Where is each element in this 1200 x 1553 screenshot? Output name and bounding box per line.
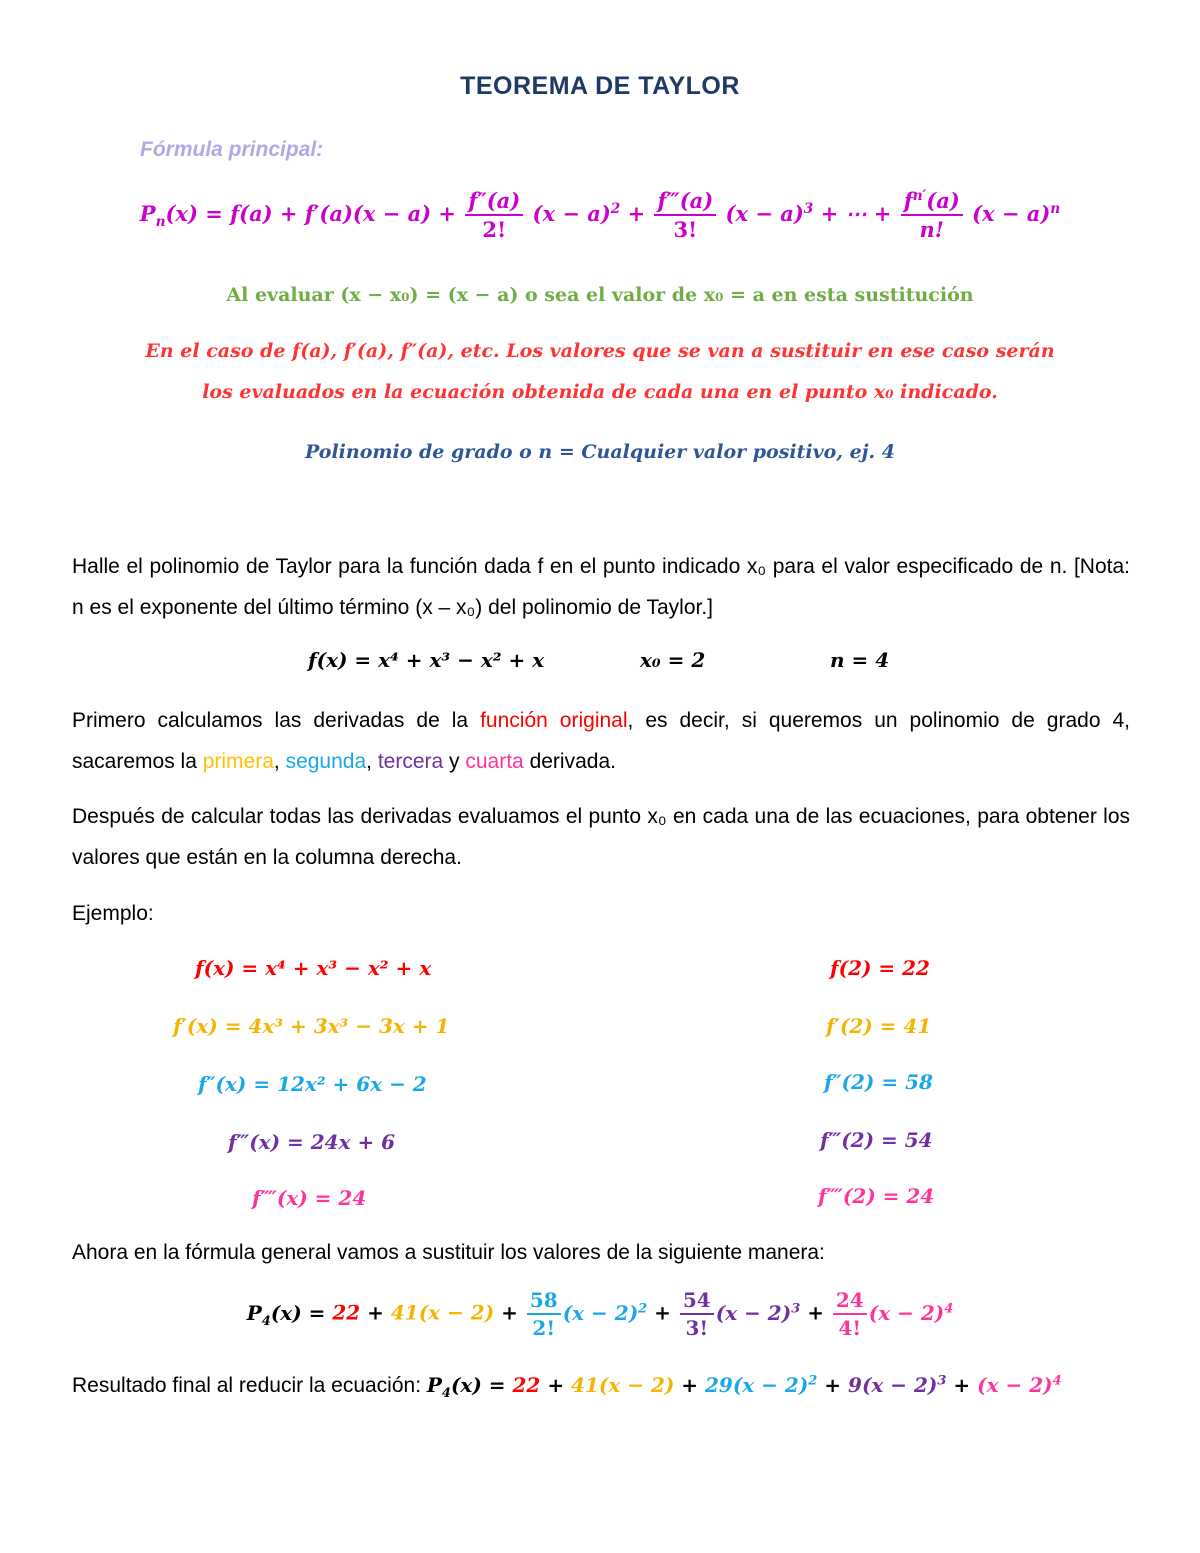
highlight-segunda: segunda: [285, 750, 367, 773]
note-substitution: Al evaluar (x − x₀) = (x − a) o sea el valor de x₀ = a en esta sustitución: [226, 284, 974, 306]
derivative-right-4: f⁗(2) = 24: [818, 1184, 935, 1208]
final-result: Resultado final al reducir la ecuación: $P_4(x) = 22 + 41(x - 2) + 29(x - 2)^2 + 9(x - 2)^3 + (x - 2)^4$: [72, 1373, 1062, 1401]
highlight-tercera: tercera: [377, 750, 444, 773]
derivative-left-1: f′(x) = 4x³ + 3x³ − 3x + 1: [173, 1014, 450, 1038]
derivative-left-0: f(x) = x⁴ + x³ − x² + x: [195, 956, 432, 980]
derivative-left-4: f⁗(x) = 24: [252, 1186, 367, 1210]
derivative-left-2: f″(x) = 12x² + 6x − 2: [198, 1072, 427, 1096]
final-result-label: Resultado final al reducir la ecuación:: [72, 1374, 427, 1397]
highlight-primera: primera: [202, 750, 274, 773]
note-values-line-1: En el caso de f(a), f′(a), f″(a), etc. Los valores que se van a sustituir en ese caso serán: [145, 340, 1055, 362]
problem-statement: Halle el polinomio de Taylor para la función dada f en el punto indicado x₀ para el valor especificado de n. [Nota: n es el exponente del último término (x – x₀) del polinomio de Taylor.]: [72, 555, 1130, 619]
problem-function: f(x) = x⁴ + x³ − x² + x: [308, 648, 545, 672]
derivative-right-3: f‴(2) = 54: [820, 1128, 933, 1152]
note-values-line-2: los evaluados en la ecuación obtenida de cada una en el punto x₀ indicado.: [202, 381, 998, 403]
substitution-explanation: Ahora en la fórmula general vamos a sustituir los valores de la siguiente manera:: [72, 1241, 825, 1264]
taylor-formula: $P_n(x) = f(a) + f'(a)(x - a)$ + $\frac{f''(a)}{2!}$ $(x - a)^2$ + $\frac{f‴(a)}{3!}$ $(x - a)^3$ + ⋯ + $\frac{f^{n'}(a)}{n!}$ $(x - a)^n$: [139, 188, 1061, 243]
problem-point: x₀ = 2: [640, 648, 706, 672]
highlight-cuarta: cuarta: [465, 750, 524, 773]
derivative-right-0: f(2) = 22: [830, 956, 930, 980]
note-degree: Polinomio de grado o n = Cualquier valor positivo, ej. 4: [305, 441, 895, 463]
derivatives-explanation: Primero calculamos las derivadas de la función original, es decir, si queremos un polinomio de grado 4, sacaremos la primera, segunda, tercera y cuarta derivada.: [72, 709, 1130, 773]
problem-degree: n = 4: [830, 648, 890, 672]
evaluation-explanation: Después de calcular todas las derivadas evaluamos el punto x₀ en cada una de las ecuaciones, para obtener los valores que están en la columna derecha.: [72, 805, 1130, 869]
page-title: TEOREMA DE TAYLOR: [460, 72, 740, 100]
substituted-polynomial: $P_4(x) = 22 + 41(x - 2)$ + $\frac{58}{2!}$ $(x - 2)^2$ + $\frac{54}{3!}$ $(x - 2)^3$ + $\frac{24}{4!}$ $(x - 2)^4$: [246, 1288, 954, 1340]
derivative-right-1: f′(2) = 41: [826, 1014, 932, 1038]
derivative-right-2: f″(2) = 58: [824, 1070, 933, 1094]
highlight-original: función original: [480, 709, 628, 732]
derivative-left-3: f‴(x) = 24x + 6: [228, 1130, 396, 1154]
example-label: Ejemplo:: [72, 902, 154, 925]
section-subtitle: Fórmula principal:: [140, 138, 324, 161]
